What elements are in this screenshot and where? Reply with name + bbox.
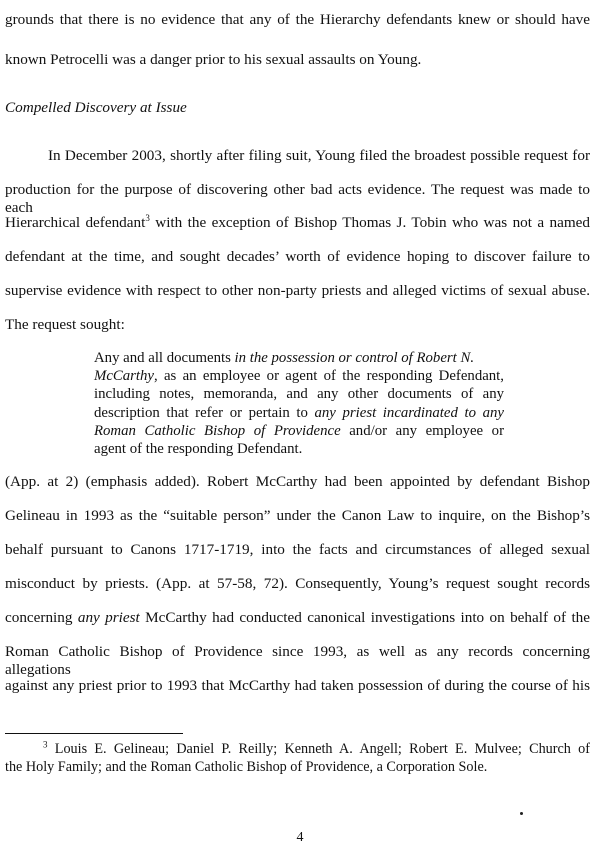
footnote-number: 3 (43, 739, 48, 750)
text-run: and/or any employee or (340, 422, 504, 439)
quote-line (94, 349, 504, 367)
body-line: misconduct by priests. (App. at 57-58, 72). Consequently, Young’s request sought records (5, 575, 590, 592)
footnote-reference[interactable]: 3 (145, 212, 150, 223)
body-line: Gelineau in 1993 as the “suitable person” under the Canon Law to inquire, on the Bishop’s (5, 507, 590, 524)
body-line: In December 2003, shortly after filing suit, Young filed the broadest possible request for (48, 147, 590, 164)
body-line: defendant at the time, and sought decades’ worth of evidence hoping to discover failure to (5, 248, 590, 265)
page-number: 4 (296, 830, 304, 845)
scan-speck (520, 812, 523, 815)
body-line: against any priest prior to 1993 that McCarthy had taken possession of during the course of his (5, 677, 590, 694)
text-run: concerning (5, 609, 78, 626)
body-line: supervise evidence with respect to other non-party priests and alleged victims of sexual abuse. (5, 282, 590, 299)
body-line: The request sought: (5, 316, 125, 333)
block-quote (94, 349, 504, 458)
footnote-line (5, 741, 590, 758)
body-line (5, 214, 590, 232)
footnote-separator (5, 733, 183, 734)
text-run: with the exception of Bishop Thomas J. Tobin who was not a named (149, 214, 591, 231)
quote-line: including notes, memoranda, and any other documents of any (94, 386, 504, 403)
text-run: , as an employee or agent of the responding Defendant, (154, 368, 504, 385)
text-run: McCarthy had conducted canonical investigations into on behalf of the (139, 609, 590, 626)
quote-line (94, 422, 504, 440)
section-heading: Compelled Discovery at Issue (5, 99, 187, 116)
quote-line (94, 404, 504, 422)
text-run: Any and all documents (94, 350, 235, 366)
quote-line: agent of the responding Defendant. (94, 441, 303, 458)
emphasis-run: McCarthy (94, 368, 154, 385)
body-line (5, 609, 590, 627)
text-run: description that refer or pertain to (94, 404, 315, 421)
body-line: known Petrocelli was a danger prior to his sexual assaults on Young. (5, 51, 422, 68)
footnote-line: the Holy Family; and the Roman Catholic Bishop of Providence, a Corporation Sole. (5, 759, 488, 775)
emphasis-run: any priest (77, 609, 140, 626)
emphasis-run: Roman Catholic Bishop of Providence (94, 422, 341, 439)
text-run: Hierarchical defendant (5, 214, 146, 231)
body-line: grounds that there is no evidence that any of the Hierarchy defendants knew or should have (5, 11, 590, 28)
emphasis-run: any priest incardinated to any (314, 404, 504, 421)
body-line: production for the purpose of discovering other bad acts evidence. The request was made to each (5, 181, 590, 216)
quote-line (94, 367, 504, 385)
text-run: Louis E. Gelineau; Daniel P. Reilly; Kenneth A. Angell; Robert E. Mulvee; Church of (47, 741, 590, 757)
body-line: behalf pursuant to Canons 1717-1719, into the facts and circumstances of alleged sexual (5, 541, 590, 558)
emphasis-run: in the possession or control of Robert N. (234, 350, 475, 366)
body-line: Roman Catholic Bishop of Providence since 1993, as well as any records concerning allegations (5, 643, 590, 678)
body-line: (App. at 2) (emphasis added). Robert McCarthy had been appointed by defendant Bishop (5, 473, 590, 490)
